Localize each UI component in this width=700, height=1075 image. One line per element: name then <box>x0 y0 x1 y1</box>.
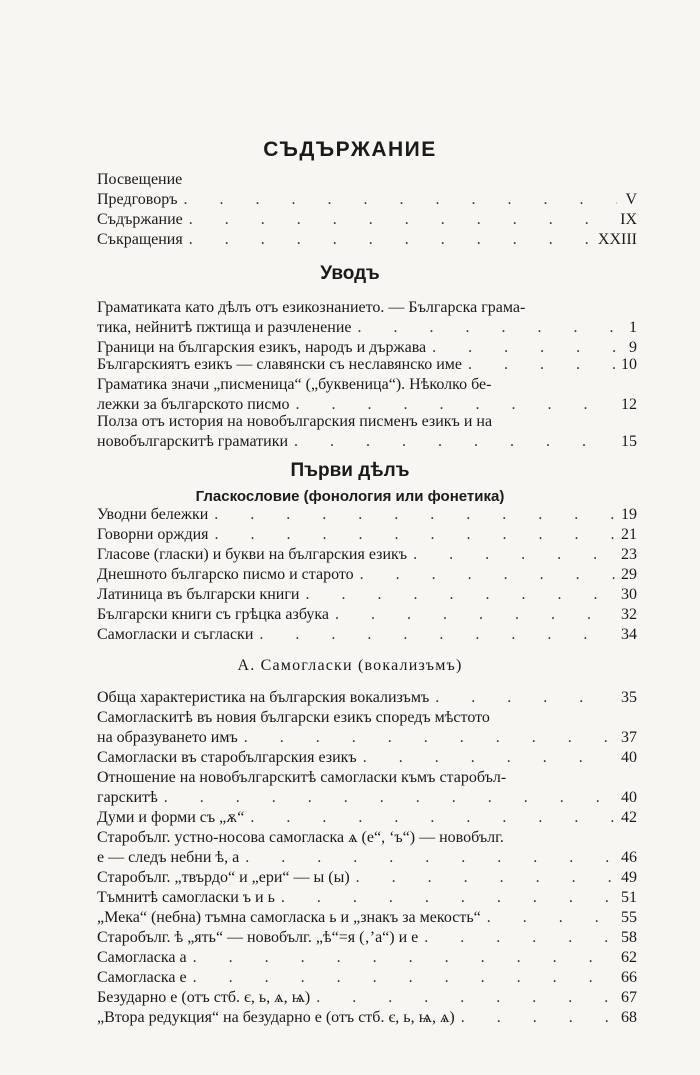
dot-leader <box>363 748 615 768</box>
entry-page: 51 <box>621 889 637 906</box>
dot-leader <box>214 505 615 525</box>
entry-title: Български книги съ грѣцка азбука <box>97 606 329 623</box>
subsection-heading: А. Самогласки (вокализъмъ) <box>237 657 463 674</box>
entry-title: Самогласка е <box>97 969 187 986</box>
entry-page: 46 <box>621 849 637 866</box>
page-title: СЪДЪРЖАНИЕ <box>263 138 437 161</box>
toc-entry <box>97 585 637 605</box>
toc-entry <box>97 768 637 788</box>
toc-entry <box>97 1008 637 1028</box>
dot-leader <box>424 928 615 948</box>
dot-leader <box>435 688 615 708</box>
dot-leader <box>316 988 615 1008</box>
entry-title: Гласове (гласки) и букви на българския езикъ <box>97 546 408 563</box>
toc-entry <box>97 708 637 728</box>
entry-title: Граници на българския езикъ, народъ и държава <box>97 339 427 356</box>
entry-title: Старобълг. устно-носова самогласка ѧ (е“, ‘ъ“) — новобълг. <box>97 829 504 846</box>
toc-entry-cont <box>97 848 637 868</box>
entry-title: Говорни орждия <box>97 526 209 543</box>
entry-page: 35 <box>621 689 637 706</box>
toc-entry <box>97 505 637 525</box>
dot-leader <box>193 948 615 968</box>
entry-title-cont: гарскитѣ <box>97 789 158 806</box>
dot-leader <box>193 968 615 988</box>
entry-page: 49 <box>621 869 637 886</box>
entry-page: IX <box>620 211 637 228</box>
toc-entry <box>97 625 637 645</box>
dot-leader <box>250 808 615 828</box>
dot-leader <box>468 355 615 375</box>
dot-leader <box>215 525 615 545</box>
toc-entry <box>97 868 637 888</box>
entry-title-cont: новобългарскитѣ граматики <box>97 433 289 450</box>
toc-entry <box>97 355 637 375</box>
dot-leader <box>189 210 614 230</box>
entry-title-cont: тика, нейнитѣ пжтища и разчленение <box>97 319 352 336</box>
entry-page: V <box>625 191 637 208</box>
dot-leader <box>259 625 615 645</box>
dot-leader <box>164 788 615 808</box>
entry-title: Старобълг. ѣ „ять“ — новобълг. „ѣ“=я (‚’а“) и е <box>97 929 419 946</box>
toc-entry <box>97 210 637 230</box>
entry-title: Самогласкитѣ въ новия български езикъ споредъ мѣстото <box>97 709 490 726</box>
entry-title-cont: на образуването имъ <box>97 729 238 746</box>
section-heading: Уводъ <box>320 263 380 284</box>
dot-leader <box>413 545 615 565</box>
entry-title: Обща характеристика на българския вокализъмъ <box>97 689 430 706</box>
toc-entry-cont <box>97 728 637 748</box>
toc-entry <box>97 375 637 395</box>
toc-entry <box>97 230 637 250</box>
entry-title: Граматиката като дѣлъ отъ езикознанието. — Българска грама- <box>97 299 526 316</box>
entry-page: 58 <box>621 929 637 946</box>
entry-page: 40 <box>621 789 637 806</box>
entry-title: Думи и форми съ „ѫ“ <box>97 809 245 826</box>
entry-page: 40 <box>621 749 637 766</box>
toc-entry <box>97 412 637 432</box>
toc-entry <box>97 565 637 585</box>
entry-page: 67 <box>621 989 637 1006</box>
toc-entry <box>97 808 637 828</box>
entry-title: Безударно е (отъ стб. є, ь, ѧ, ѩ) <box>97 989 311 1006</box>
entry-title: Уводни бележки <box>97 506 209 523</box>
entry-page: 34 <box>621 626 637 643</box>
entry-title: Самогласки и съгласки <box>97 626 254 643</box>
entry-title: Съкращения <box>97 231 183 248</box>
entry-page: 1 <box>629 319 637 336</box>
toc-entry <box>97 928 637 948</box>
entry-title: „Мека“ (небна) тъмна самогласка ь и „знакъ за мекость“ <box>97 909 481 926</box>
dot-leader <box>461 1008 615 1028</box>
entry-page: 37 <box>621 729 637 746</box>
entry-title: Днешното българско писмо и старото <box>97 566 354 583</box>
entry-page: 30 <box>621 586 637 603</box>
dot-leader <box>183 190 617 210</box>
toc-entry-cont <box>97 788 637 808</box>
toc-entry <box>97 908 637 928</box>
toc-entry <box>97 170 637 190</box>
toc-entry <box>97 948 637 968</box>
entry-page: 21 <box>621 526 637 543</box>
entry-title: Българскиятъ езикъ — славянски съ неславянско име <box>97 356 463 373</box>
toc-entry <box>97 545 637 565</box>
entry-title: Самогласка а <box>97 949 187 966</box>
entry-title: Предговоръ <box>97 191 178 208</box>
entry-page: XXIII <box>597 231 637 248</box>
toc-entry-cont <box>97 318 637 338</box>
dot-leader <box>356 868 615 888</box>
entry-page: 32 <box>621 606 637 623</box>
entry-title: „Втора редукция“ на безударно е (отъ стб. є, ь, ѩ, ѧ) <box>97 1009 455 1026</box>
entry-title: Старобълг. „твърдо“ и „ери“ — ы (ы) <box>97 869 350 886</box>
dot-leader <box>335 605 615 625</box>
entry-page: 19 <box>621 506 637 523</box>
toc-entry <box>97 298 637 318</box>
entry-title: Граматика значи „писменица“ („буквеница“). Нѣколко бе- <box>97 376 492 393</box>
entry-page: 29 <box>621 566 637 583</box>
entry-page: 12 <box>621 396 637 413</box>
entry-title: Съдържание <box>97 211 183 228</box>
toc-entry <box>97 888 637 908</box>
dot-leader <box>281 888 615 908</box>
dot-leader <box>294 432 615 452</box>
entry-title: Латиница въ български книги <box>97 586 300 603</box>
entry-title: Отношение на новобългарскитѣ самогласки къмъ старобъл- <box>97 769 507 786</box>
entry-title: Полза отъ история на новобългарския писменъ езикъ и на <box>97 413 493 430</box>
entry-page: 15 <box>621 433 637 450</box>
entry-title: Самогласки въ старобългарския езикъ <box>97 749 357 766</box>
entry-page: 23 <box>621 546 637 563</box>
entry-title: Посвещение <box>97 171 183 188</box>
dot-leader <box>244 728 615 748</box>
toc-entry <box>97 748 637 768</box>
toc-entry <box>97 605 637 625</box>
toc-entry <box>97 688 637 708</box>
dot-leader <box>360 565 615 585</box>
dot-leader <box>358 318 618 338</box>
toc-entry <box>97 190 637 210</box>
dot-leader <box>305 585 615 605</box>
entry-page: 10 <box>621 356 637 373</box>
toc-entry <box>97 988 637 1008</box>
entry-title: Тъмнитѣ самогласки ъ и ь <box>97 889 275 906</box>
entry-page: 42 <box>621 809 637 826</box>
toc-entry <box>97 828 637 848</box>
toc-entry-cont <box>97 432 637 452</box>
entry-page: 68 <box>621 1009 637 1026</box>
entry-title-cont: лежки за българското писмо <box>97 396 290 413</box>
entry-title-cont: е — следъ небни ѣ, а <box>97 849 240 866</box>
entry-page: 9 <box>629 339 637 356</box>
entry-page: 55 <box>621 909 637 926</box>
toc-entry <box>97 968 637 988</box>
dot-leader <box>189 230 592 250</box>
entry-page: 62 <box>621 949 637 966</box>
subsection-heading: Гласкословие (фонология или фонетика) <box>195 488 505 505</box>
dot-leader <box>245 848 615 868</box>
dot-leader <box>487 908 615 928</box>
toc-entry <box>97 525 637 545</box>
entry-page: 66 <box>621 969 637 986</box>
section-heading: Първи дѣлъ <box>290 460 410 481</box>
